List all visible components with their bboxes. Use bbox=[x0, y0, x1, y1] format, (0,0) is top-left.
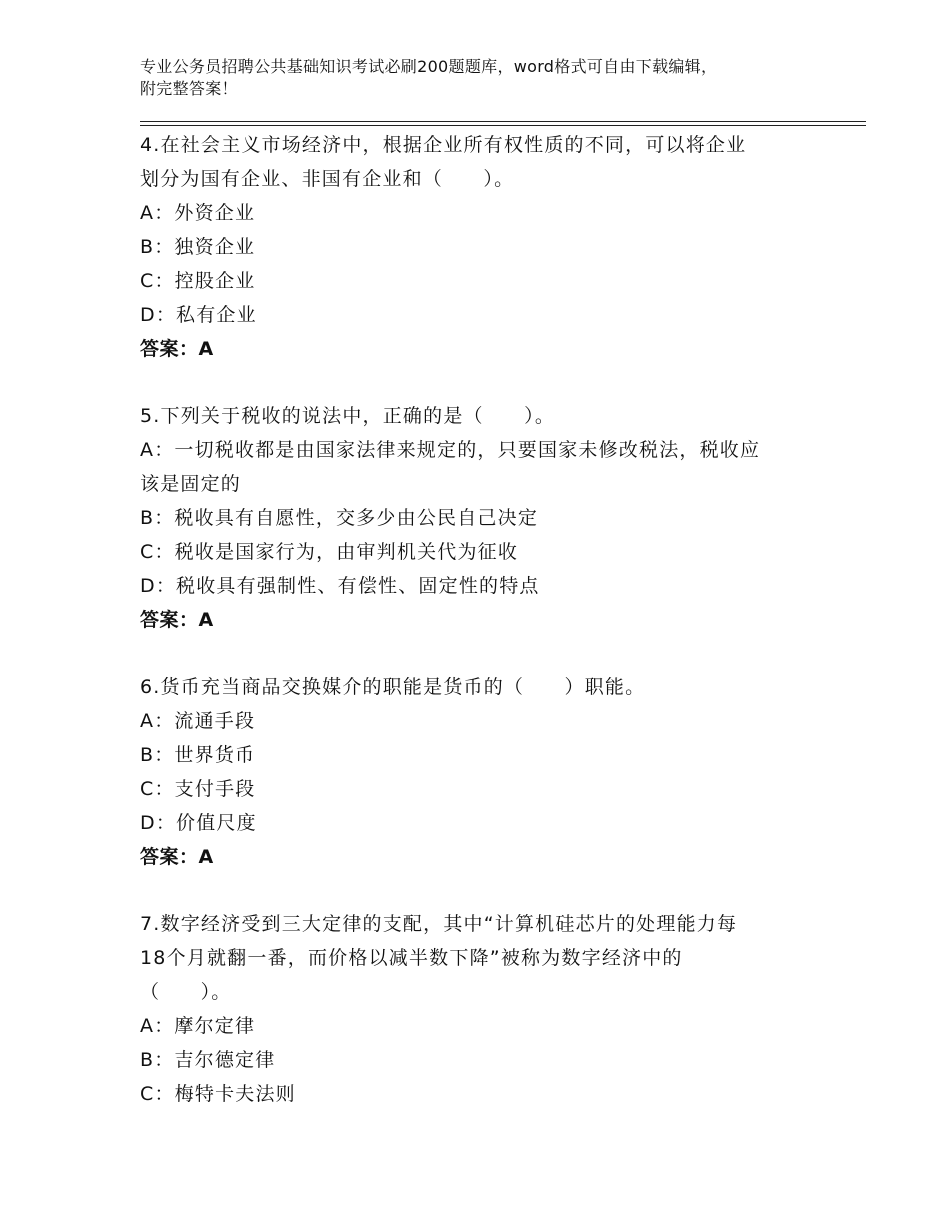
option-a-continued: 该是固定的 bbox=[140, 473, 242, 495]
answer-label: 答案：A bbox=[140, 338, 214, 360]
question-6 bbox=[140, 670, 820, 874]
question-text: 6.货币充当商品交换媒介的职能是货币的（ ）职能。 bbox=[140, 676, 646, 698]
option-d: D：价值尺度 bbox=[140, 812, 257, 834]
question-text: 5.下列关于税收的说法中，正确的是（ ）。 bbox=[140, 405, 556, 427]
header-line-1: 专业公务员招聘公共基础知识考试必刷200题题库，word格式可自由下载编辑， bbox=[140, 57, 718, 76]
option-d: D：私有企业 bbox=[140, 304, 257, 326]
option-b: B：世界货币 bbox=[140, 744, 256, 766]
header-line-2: 附完整答案！ bbox=[140, 79, 238, 98]
question-text-continued: （ ）。 bbox=[140, 981, 232, 1003]
question-4 bbox=[140, 128, 820, 366]
option-b: B：独资企业 bbox=[140, 236, 256, 258]
option-a: A：外资企业 bbox=[140, 202, 256, 224]
option-a: A：一切税收都是由国家法律来规定的，只要国家未修改税法，税收应 bbox=[140, 439, 761, 461]
option-c: C：税收是国家行为，由审判机关代为征收 bbox=[140, 541, 519, 563]
option-c: C：梅特卡夫法则 bbox=[140, 1083, 296, 1105]
question-7 bbox=[140, 907, 820, 1111]
header-divider-bottom bbox=[140, 125, 866, 126]
option-a: A：流通手段 bbox=[140, 710, 256, 732]
question-text-continued: 划分为国有企业、非国有企业和（ ）。 bbox=[140, 168, 515, 190]
question-text-continued: 18个月就翻一番，而价格以减半数下降”被称为数字经济中的 bbox=[140, 947, 683, 969]
header-divider-top bbox=[140, 121, 866, 122]
option-c: C：控股企业 bbox=[140, 270, 256, 292]
option-b: B：吉尔德定律 bbox=[140, 1049, 276, 1071]
option-b: B：税收具有自愿性，交多少由公民自己决定 bbox=[140, 507, 539, 529]
question-5 bbox=[140, 399, 820, 637]
question-text: 7.数字经济受到三大定律的支配，其中“计算机硅芯片的处理能力每 bbox=[140, 913, 738, 935]
question-text: 4.在社会主义市场经济中，根据企业所有权性质的不同，可以将企业 bbox=[140, 134, 747, 156]
option-d: D：税收具有强制性、有偿性、固定性的特点 bbox=[140, 575, 540, 597]
question-list bbox=[140, 128, 820, 1144]
option-c: C：支付手段 bbox=[140, 778, 256, 800]
answer-label: 答案：A bbox=[140, 846, 214, 868]
answer-label: 答案：A bbox=[140, 609, 214, 631]
option-a: A：摩尔定律 bbox=[140, 1015, 256, 1037]
document-header bbox=[140, 56, 840, 100]
